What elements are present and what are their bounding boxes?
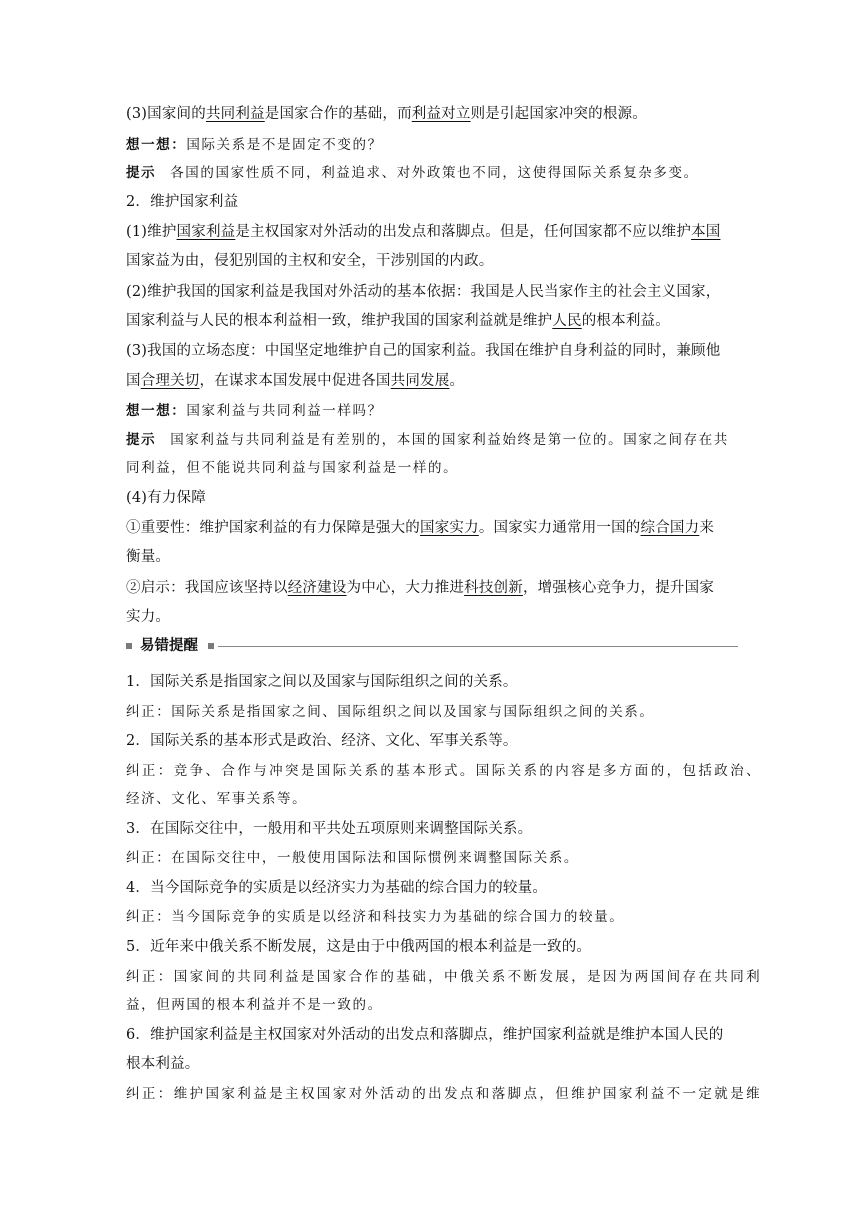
square-bullet-icon — [208, 643, 214, 649]
text: 是主权国家对外活动的出发点和落脚点。但是，任何国家都不应以维护 — [235, 224, 692, 240]
underlined-term: 利益对立 — [411, 106, 471, 122]
error-reminder-banner — [126, 636, 738, 656]
underlined-term: 合理关切 — [140, 373, 200, 389]
text: ①重要性：维护国家利益的有力保障是强大的 — [126, 520, 420, 536]
underlined-term: 综合国力 — [640, 520, 700, 536]
text: 。国家实力通常用一国的 — [478, 520, 641, 536]
error-statement: 4．当今国际竞争的实质是以经济实力为基础的综合国力的较量。 — [126, 880, 548, 896]
paragraph-line: 衡量。 — [126, 549, 171, 565]
think-text: 国家利益与共同利益一样吗？ — [186, 403, 383, 419]
paragraph-line — [126, 311, 738, 331]
text: 的根本利益。 — [581, 313, 670, 329]
text: 国家利益与人民的根本利益相一致，维护我国的国家利益就是维护 — [126, 313, 553, 329]
correction: 纠正：在国际交往中，一般使用国际法和国际惯例来调整国际关系。 — [126, 850, 579, 866]
text: (3)国家间的 — [126, 106, 206, 122]
hint-text: 各国的国家性质不同，利益追求、对外政策也不同，这使得国际关系复杂多变。 — [170, 165, 699, 181]
paragraph-line — [126, 222, 738, 242]
think-label: 想一想： — [126, 403, 187, 419]
underlined-term: 科技创新 — [464, 580, 523, 596]
error-statement: 2．国际关系的基本形式是政治、经济、文化、军事关系等。 — [126, 733, 518, 749]
hint-text: 国家利益与共同利益是有差别的，本国的国家利益始终是第一位的。国家之间存在共 — [170, 432, 729, 448]
underlined-term: 国家利益 — [176, 224, 236, 240]
underlined-term: 经济建设 — [287, 580, 347, 596]
error-statement: 5．近年来中俄关系不断发展，这是由于中俄两国的根本利益是一致的。 — [126, 939, 592, 955]
paragraph-line — [126, 104, 738, 124]
paragraph-line: 国家益为由，侵犯别国的主权和安全，干涉别国的内政。 — [126, 253, 494, 269]
paragraph-line: (2)维护我国的国家利益是我国对外活动的基本依据：我国是人民当家作主的社会主义国家， — [126, 284, 721, 300]
text: ，在谋求本国发展中促进各国 — [199, 373, 391, 389]
error-statement: 1．国际关系是指国家之间以及国家与国际组织之间的关系。 — [126, 674, 518, 690]
underlined-term: 共同发展 — [390, 373, 450, 389]
paragraph-line: 实力。 — [126, 609, 171, 625]
text: (1)维护 — [126, 224, 177, 240]
think-text: 国际关系是不是固定不变的？ — [186, 137, 383, 153]
hint-label: 提示 — [126, 165, 157, 181]
hint-label: 提示 — [126, 432, 157, 448]
error-statement: 3．在国际交往中，一般用和平共处五项原则来调整国际关系。 — [126, 821, 533, 837]
text: 。 — [449, 373, 465, 389]
square-bullet-icon — [126, 643, 132, 649]
underlined-term: 人民 — [552, 313, 582, 329]
hint — [126, 163, 738, 183]
text: 是国家合作的基础，而 — [264, 106, 412, 122]
text: 来 — [699, 520, 715, 536]
text: 则是引起国家冲突的根源。 — [470, 106, 647, 122]
text: 为中心，大力推进 — [346, 580, 465, 596]
divider — [218, 646, 738, 647]
correction: 纠正：国家间的共同利益是国家合作的基础，中俄关系不断发展，是因为两国间存在共同利 — [126, 969, 762, 985]
text: 国 — [126, 373, 141, 389]
hint — [126, 430, 738, 450]
think-question — [126, 401, 738, 421]
think-label: 想一想： — [126, 137, 187, 153]
subheading: (4)有力保障 — [126, 490, 206, 506]
paragraph-line — [126, 371, 738, 391]
banner-title: 易错提醒 — [140, 638, 198, 654]
correction: 纠正：国际关系是指国家之间、国际组织之间以及国家与国际组织之间的关系。 — [126, 704, 655, 720]
text: ，增强核心竞争力，提升国家 — [522, 580, 715, 596]
correction: 纠正：竞争、合作与冲突是国际关系的基本形式。国际关系的内容是多方面的，包括政治、 — [126, 763, 762, 779]
correction-continuation: 益，但两国的根本利益并不是一致的。 — [126, 997, 383, 1013]
correction: 纠正：当今国际竞争的实质是以经济和科技实力为基础的综合国力的较量。 — [126, 909, 625, 925]
correction: 纠正：维护国家利益是主权国家对外活动的出发点和落脚点，但维护国家利益不一定就是维 — [126, 1086, 762, 1102]
error-statement: 6．维护国家利益是主权国家对外活动的出发点和落脚点，维护国家利益就是维护本国人民的 — [126, 1027, 724, 1043]
underlined-term: 共同利益 — [205, 106, 265, 122]
paragraph-line — [126, 518, 738, 538]
underlined-term: 本国 — [691, 224, 721, 240]
section-heading: 2．维护国家利益 — [126, 194, 239, 210]
correction-continuation: 经济、文化、军事关系等。 — [126, 791, 308, 807]
think-question — [126, 135, 738, 155]
text: ②启示：我国应该坚持以 — [126, 580, 288, 596]
error-statement-continuation: 根本利益。 — [126, 1056, 200, 1072]
hint-continuation: 同利益，但不能说共同利益与国家利益是一样的。 — [126, 460, 459, 476]
underlined-term: 国家实力 — [420, 520, 479, 536]
paragraph-line — [126, 578, 738, 598]
paragraph-line: (3)我国的立场态度：中国坚定地维护自己的国家利益。我国在维护自身利益的同时，兼顾他 — [126, 343, 721, 359]
